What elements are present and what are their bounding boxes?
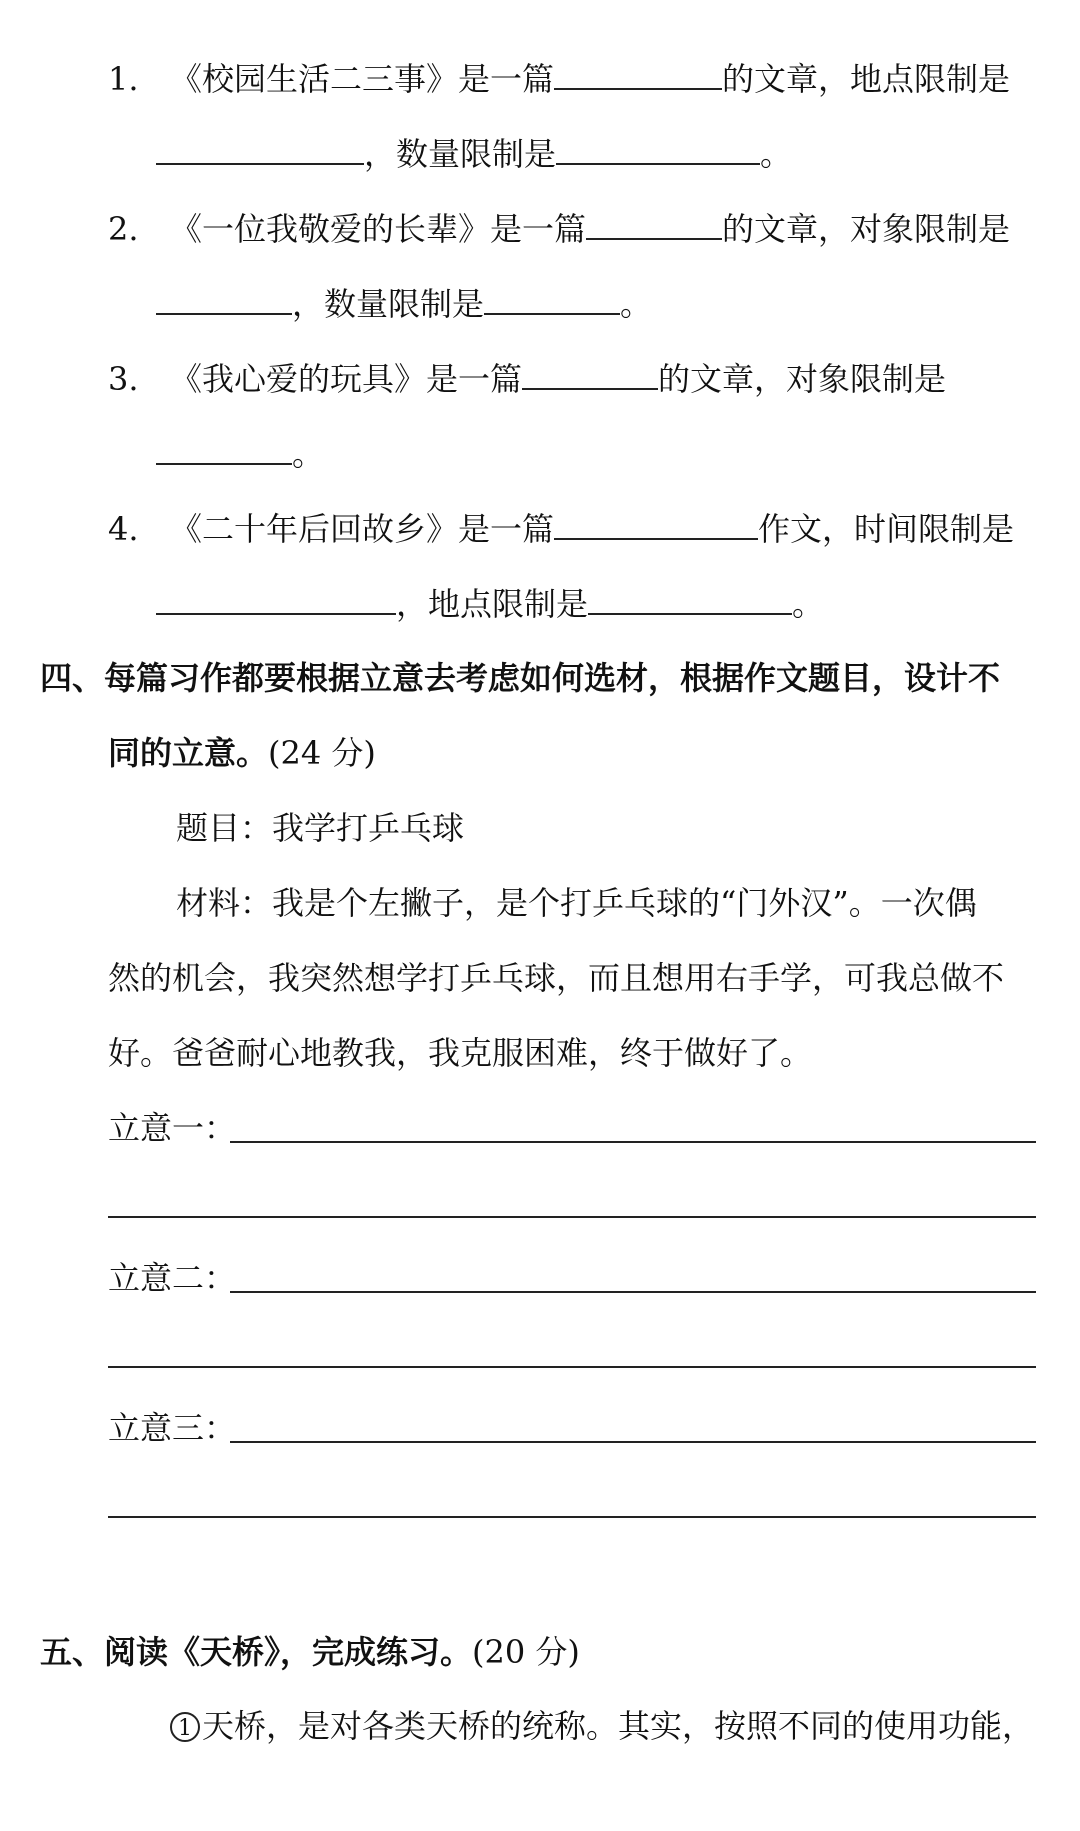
idea-1-answer-line-2[interactable] (108, 1216, 1036, 1218)
item-number: 3. (108, 360, 139, 398)
item-text: 《校园生活二三事》是一篇 (170, 60, 555, 98)
item-text: ，地点限制是 (396, 585, 589, 623)
section-4-heading-text: 四、每篇习作都要根据立意去考虑如何选材，根据作文题目，设计不 (40, 659, 1001, 697)
paragraph-text: 天桥，是对各类天桥的统称。其实，按照不同的使用功能， (202, 1707, 1035, 1745)
idea-3-answer-line-2[interactable] (108, 1516, 1036, 1518)
item-number: 2. (108, 210, 139, 248)
item-text: 。 (620, 285, 653, 323)
fill-item-2-line2 (156, 283, 652, 324)
fill-item-1-line1 (108, 58, 1010, 99)
section-4-heading-cont (108, 733, 376, 773)
answer-blank[interactable] (522, 358, 658, 390)
item-text: 《我心爱的玩具》是一篇 (170, 360, 523, 398)
material-line-2: 然的机会，我突然想学打乒乓球，而且想用右手学，可我总做不 (108, 959, 1005, 997)
answer-blank[interactable] (588, 583, 792, 615)
paragraph-marker: 1 (170, 1712, 200, 1742)
answer-blank[interactable] (156, 583, 396, 615)
fill-item-4-line2 (156, 583, 824, 624)
section-4-heading-text: 同的立意。 (108, 734, 269, 772)
answer-blank[interactable] (554, 508, 758, 540)
fill-item-1-line2 (156, 133, 792, 174)
answer-blank[interactable] (156, 433, 292, 465)
item-text: 。 (760, 135, 793, 173)
section-4-heading (40, 658, 1000, 698)
fill-item-4-line1 (108, 508, 1014, 549)
answer-blank[interactable] (156, 133, 364, 165)
fill-item-2-line1 (108, 208, 1010, 249)
idea-1-answer-line[interactable] (230, 1141, 1036, 1143)
item-text: 《二十年后回故乡》是一篇 (170, 510, 555, 548)
answer-blank[interactable] (554, 58, 722, 90)
item-text: 作文，时间限制是 (758, 510, 1015, 548)
fill-item-3-line2 (156, 433, 324, 474)
item-number: 4. (108, 510, 139, 548)
answer-blank[interactable] (556, 133, 760, 165)
topic-line: 题目：我学打乒乓球 (176, 809, 465, 847)
item-text: 的文章，对象限制是 (722, 210, 1011, 248)
section-4-score: (24 分) (268, 734, 376, 772)
answer-blank[interactable] (586, 208, 722, 240)
fill-item-3-line1 (108, 358, 946, 399)
section-5-heading-text: 五、阅读《天桥》，完成练习。 (40, 1633, 473, 1671)
item-text: 的文章，地点限制是 (722, 60, 1011, 98)
section-5-para-1 (170, 1706, 1034, 1746)
idea-2-answer-line[interactable] (230, 1291, 1036, 1293)
material-line-1: 材料：我是个左撇子，是个打乒乓球的“门外汉”。一次偶 (176, 884, 977, 922)
answer-blank[interactable] (484, 283, 620, 315)
idea-1-label: 立意一： (108, 1109, 237, 1147)
idea-2-answer-line-2[interactable] (108, 1366, 1036, 1368)
item-text: 《一位我敬爱的长辈》是一篇 (170, 210, 587, 248)
idea-2-label: 立意二： (108, 1259, 237, 1297)
answer-blank[interactable] (156, 283, 292, 315)
item-text: 。 (292, 435, 325, 473)
item-number: 1. (108, 60, 139, 98)
item-text: 。 (792, 585, 825, 623)
item-text: 的文章，对象限制是 (658, 360, 947, 398)
section-5-score: (20 分) (472, 1633, 580, 1671)
item-text: ，数量限制是 (364, 135, 557, 173)
idea-3-answer-line[interactable] (230, 1441, 1036, 1443)
item-text: ，数量限制是 (292, 285, 485, 323)
idea-3-label: 立意三： (108, 1409, 237, 1447)
section-5-heading (40, 1632, 580, 1672)
material-line-3: 好。爸爸耐心地教我，我克服困难，终于做好了。 (108, 1034, 813, 1072)
